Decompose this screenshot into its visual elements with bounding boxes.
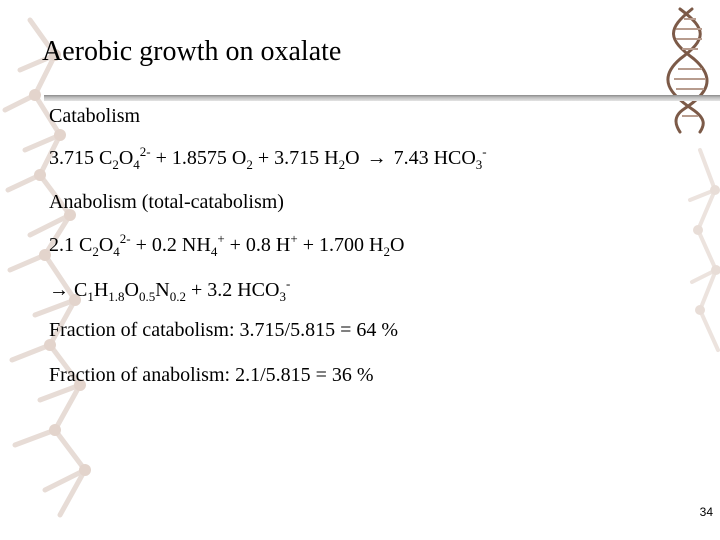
- slide-title: Aerobic growth on oxalate: [42, 36, 342, 67]
- arrow-right-icon: →: [49, 279, 69, 301]
- anabolism-product-equation: → $C_1H_{1.8}O_{0.5}N_{0.2} + 3.2$ $HCO_3^-$: [49, 276, 291, 304]
- dna-helix-icon: [662, 4, 720, 134]
- anabolism-equation: 2.1 $C_2O_4^{2-} + 0.2$ $NH_4^+ + 0.8$ H+ + 1.700 $H_2O$: [49, 231, 405, 259]
- catabolism-equation: 3.715 $C_2O_4^{2-} + 1.8575$ $O_2 + 3.715$ $H_2O \to 7.43$ $HCO_3^-$: [49, 144, 487, 172]
- arrow-right-icon: →: [366, 147, 387, 169]
- page-number: 34: [699, 505, 713, 519]
- fraction-anabolism: Fraction of anabolism: 2.1/5.815 = 36 %: [49, 364, 374, 386]
- title-divider: [44, 95, 720, 101]
- anabolism-heading: Anabolism (total-catabolism): [49, 191, 284, 213]
- catabolism-heading: Catabolism: [49, 105, 141, 127]
- fraction-catabolism: Fraction of catabolism: 3.715/5.815 = 64 %: [49, 319, 399, 341]
